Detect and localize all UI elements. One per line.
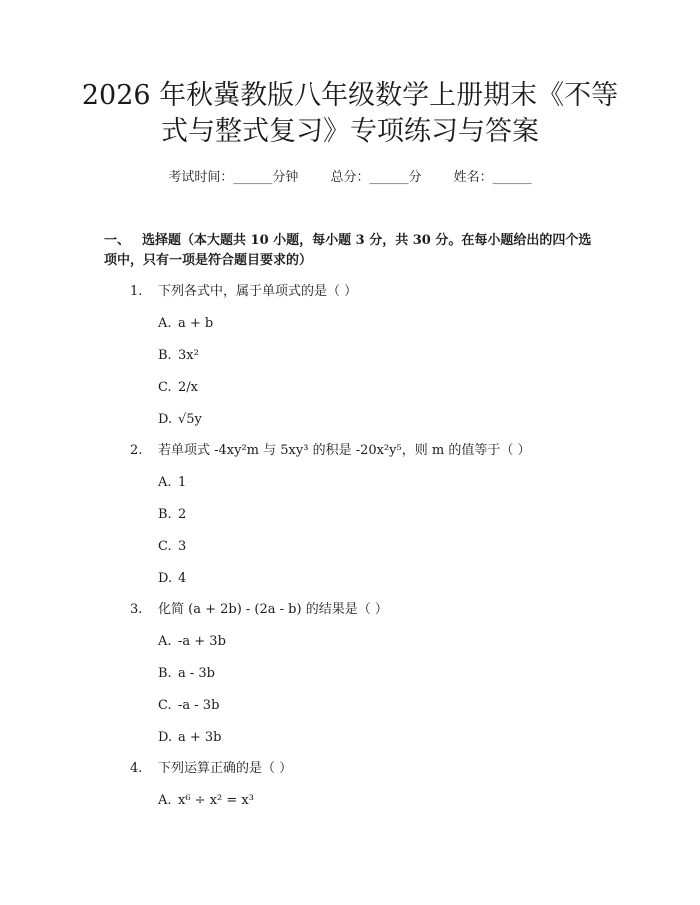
option-text: 1: [178, 475, 187, 490]
option: [158, 473, 186, 493]
option-label: B.: [158, 507, 172, 522]
section-heading: [104, 231, 604, 271]
option-label: B.: [158, 348, 172, 363]
option-text: -a - 3b: [178, 698, 220, 713]
question: [130, 441, 530, 461]
option-label: B.: [158, 666, 172, 681]
option-label: C.: [158, 380, 172, 395]
page-title: [0, 78, 700, 150]
question: [130, 282, 357, 302]
question-number: 3.: [130, 602, 143, 617]
option-label: A.: [158, 475, 172, 490]
question: [130, 600, 388, 620]
option-text: 2/x: [178, 380, 198, 395]
question-number: 4.: [130, 761, 143, 776]
option-text: 3: [178, 539, 187, 554]
question-text: 化简 (a + 2b) - (2a - b) 的结果是（ ）: [158, 602, 388, 617]
option-label: C.: [158, 539, 172, 554]
option-text: -a + 3b: [178, 634, 226, 649]
option: [158, 537, 186, 557]
question: [130, 759, 292, 779]
question-text: 下列各式中，属于单项式的是（ ）: [158, 284, 358, 299]
section-text: 选择题（本大题共 10 小题，每小题 3 分，共 30 分。在每小题给出的四个选项中，只有一项是符合题目要求的）: [104, 233, 592, 268]
option: [158, 314, 213, 334]
question-text: 下列运算正确的是（ ）: [158, 761, 293, 776]
option-text: x⁶ ÷ x² = x³: [178, 793, 254, 808]
question-number: 1.: [130, 284, 143, 299]
title-line-1: 2026 年秋冀教版八年级数学上册期末《不等: [81, 80, 619, 111]
option: [158, 505, 186, 525]
option-label: A.: [158, 793, 172, 808]
option: [158, 346, 199, 366]
option: [158, 632, 226, 652]
option: [158, 378, 198, 398]
option-label: C.: [158, 698, 172, 713]
option-label: D.: [158, 412, 173, 427]
option-text: √5y: [178, 412, 202, 427]
exam-time: 考试时间：______分钟: [168, 170, 299, 185]
option: [158, 696, 219, 716]
question-number: 2.: [130, 443, 143, 458]
option-text: a - 3b: [178, 666, 216, 681]
exam-meta: [0, 168, 700, 188]
option-label: A.: [158, 634, 172, 649]
option-label: D.: [158, 571, 173, 586]
section-number: 一、: [104, 233, 131, 248]
option: [158, 791, 254, 811]
question-text: 若单项式 -4xy²m 与 5xy³ 的积是 -20x²y⁵，则 m 的值等于（ ）: [158, 443, 531, 458]
option: [158, 728, 222, 748]
option-text: 4: [178, 571, 187, 586]
exam-score: 总分：______分: [330, 170, 422, 185]
option-text: 2: [178, 507, 187, 522]
option-label: A.: [158, 316, 172, 331]
option: [158, 410, 202, 430]
title-line-2: 式与整式复习》专项练习与答案: [161, 116, 539, 147]
option: [158, 664, 215, 684]
option-label: D.: [158, 730, 173, 745]
option-text: a + 3b: [178, 730, 222, 745]
option-text: a + b: [178, 316, 214, 331]
option: [158, 569, 186, 589]
student-name: 姓名：______: [453, 170, 532, 185]
option-text: 3x²: [178, 348, 199, 363]
